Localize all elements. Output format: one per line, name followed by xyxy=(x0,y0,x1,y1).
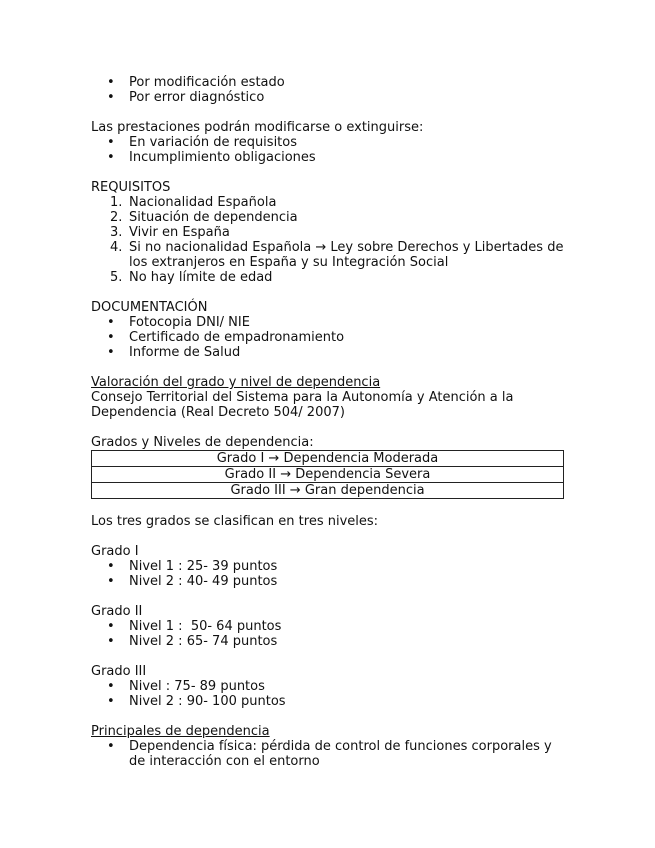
list-item: • Nivel 2 : 40- 49 puntos xyxy=(91,574,571,589)
list-number: 1. xyxy=(110,195,123,210)
list-item: • Nivel 2 : 90- 100 puntos xyxy=(91,694,571,709)
list-item xyxy=(91,225,571,240)
list-item xyxy=(91,195,571,210)
list-number: 2. xyxy=(110,210,123,225)
table-cell: Grado II → Dependencia Severa xyxy=(92,467,564,483)
niveles-intro: Los tres grados se clasifican en tres niveles: xyxy=(91,514,379,529)
grado-1-list xyxy=(91,559,571,589)
prestaciones-intro: Las prestaciones podrán modificarse o extinguirse: xyxy=(91,120,424,135)
table-cell: Grado I → Dependencia Moderada xyxy=(92,451,564,467)
list-item: • Dependencia física: pérdida de control de funciones corporales y de interacción con el entorno xyxy=(91,739,571,769)
list-item: • Por error diagnóstico xyxy=(91,90,571,105)
modificacion-list xyxy=(91,75,571,105)
list-item: • Nivel : 75- 89 puntos xyxy=(91,679,571,694)
table-cell: Grado III → Gran dependencia xyxy=(92,483,564,499)
list-item: • En variación de requisitos xyxy=(91,135,571,150)
grados-intro: Grados y Niveles de dependencia: xyxy=(91,435,314,450)
grado-3-heading: Grado III xyxy=(91,664,147,679)
list-item: • Fotocopia DNI/ NIE xyxy=(91,315,571,330)
grados-table xyxy=(91,450,564,499)
list-item: • Nivel 2 : 65- 74 puntos xyxy=(91,634,571,649)
list-item-text: Si no nacionalidad Española → Ley sobre Derechos y Libertades de los extranjeros en España y su Integración Social xyxy=(129,240,564,270)
valoracion-heading: Valoración del grado y nivel de dependencia xyxy=(91,375,381,390)
documentacion-heading: DOCUMENTACIÓN xyxy=(91,300,208,315)
list-item: • Nivel 1 : 25- 39 puntos xyxy=(91,559,571,574)
list-item: • Por modificación estado xyxy=(91,75,571,90)
list-item: • Certificado de empadronamiento xyxy=(91,330,571,345)
document-page xyxy=(91,75,571,769)
documentacion-list xyxy=(91,315,571,360)
table-row xyxy=(92,467,564,483)
table-row xyxy=(92,451,564,467)
grado-2-heading: Grado II xyxy=(91,604,143,619)
list-item xyxy=(91,240,571,270)
list-item: • Nivel 1 : 50- 64 puntos xyxy=(91,619,571,634)
list-item-text: Nacionalidad Española xyxy=(129,195,277,210)
list-number: 4. xyxy=(110,240,123,255)
prestaciones-list xyxy=(91,135,571,165)
list-item xyxy=(91,210,571,225)
principales-heading: Principales de dependencia xyxy=(91,724,270,739)
list-item: • Incumplimiento obligaciones xyxy=(91,150,571,165)
principales-list xyxy=(91,739,571,769)
grado-2-list xyxy=(91,619,571,649)
requisitos-list xyxy=(91,195,571,285)
valoracion-body: Consejo Territorial del Sistema para la Autonomía y Atención a la Dependencia (Real Decreto 504/ 2007) xyxy=(91,390,514,420)
list-number: 5. xyxy=(110,270,123,285)
list-item-text: Vivir en España xyxy=(129,225,230,240)
list-item xyxy=(91,270,571,285)
table-row xyxy=(92,483,564,499)
list-item-text: No hay límite de edad xyxy=(129,270,273,285)
grado-1-heading: Grado I xyxy=(91,544,139,559)
list-item-text: Situación de dependencia xyxy=(129,210,298,225)
list-number: 3. xyxy=(110,225,123,240)
grado-3-list xyxy=(91,679,571,709)
list-item: • Informe de Salud xyxy=(91,345,571,360)
requisitos-heading: REQUISITOS xyxy=(91,180,171,195)
